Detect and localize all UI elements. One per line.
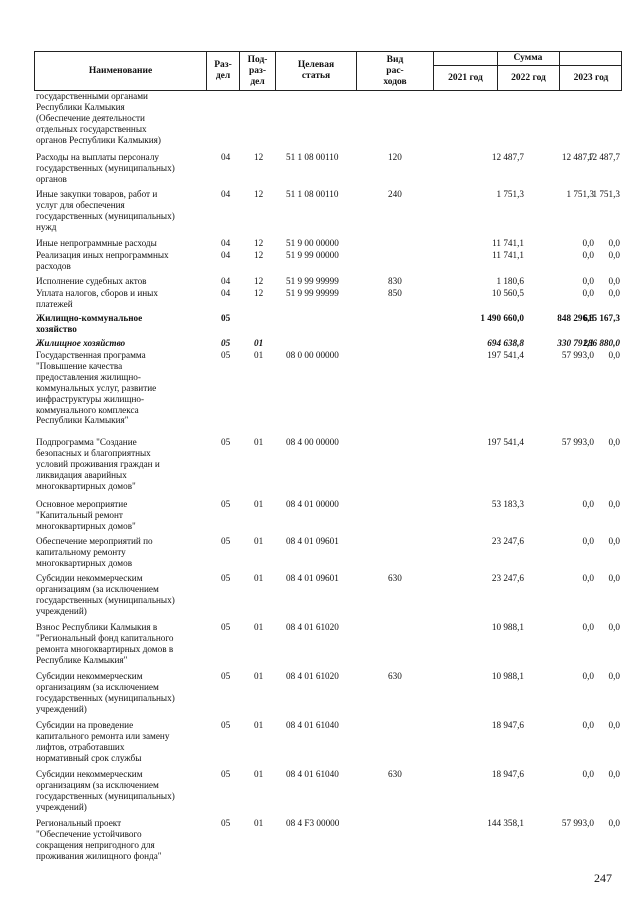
- cell-p: 01: [254, 671, 264, 681]
- cell-cs: 51 1 08 00110: [286, 152, 339, 162]
- cell-cs: 08 0 00 00000: [286, 350, 339, 360]
- cell-a: 23 247,6: [491, 536, 524, 546]
- cell-p: 01: [254, 622, 264, 632]
- cell-c: 615 167,3: [583, 313, 620, 323]
- cell-p: 01: [254, 499, 264, 509]
- cell-v: 850: [388, 288, 402, 298]
- cell-p: 01: [254, 720, 264, 730]
- cell-b: 0,0: [582, 276, 594, 286]
- cell-b: 0,0: [582, 238, 594, 248]
- cell-c: 0,0: [608, 250, 620, 260]
- cell-a: 11 741,1: [492, 238, 524, 248]
- cell-cs: 08 4 01 09601: [286, 536, 339, 546]
- cell-b: 57 993,0: [561, 818, 594, 828]
- cell-cs: 08 4 01 09601: [286, 573, 339, 583]
- cell-b: 848 296,8: [557, 313, 594, 323]
- cell-c: 0,0: [608, 350, 620, 360]
- cell-r: 05: [221, 338, 231, 348]
- cell-p: 12: [254, 189, 264, 199]
- cell-b: 0,0: [582, 671, 594, 681]
- cell-c: 12 487,7: [587, 152, 620, 162]
- cell-v: 830: [388, 276, 402, 286]
- cell-name: Государственная программа "Повышение качества предоставления жилищно- коммунальных услуг, развитие инфраструктуры жилищно- коммунального комплекса Республики Калмыкия": [36, 350, 157, 426]
- cell-r: 05: [221, 350, 231, 360]
- cell-v: 630: [388, 671, 402, 681]
- cell-c: 0,0: [608, 288, 620, 298]
- cell-r: 04: [221, 189, 231, 199]
- cell-p: 01: [254, 536, 264, 546]
- cell-c: 0,0: [608, 818, 620, 828]
- cell-name: Региональный проект "Обеспечение устойчивого сокращения непригодного для проживания жилищного фонда": [36, 818, 162, 861]
- cell-r: 04: [221, 276, 231, 286]
- cell-cs: 51 1 08 00110: [286, 189, 339, 199]
- cell-c: 0,0: [608, 671, 620, 681]
- cell-a: 10 560,5: [491, 288, 524, 298]
- cell-r: 05: [221, 499, 231, 509]
- cell-b: 0,0: [582, 720, 594, 730]
- cell-c: 0,0: [608, 769, 620, 779]
- cell-p: 01: [254, 338, 264, 348]
- cell-a: 694 638,8: [487, 338, 524, 348]
- cell-name: Взнос Республики Калмыкия в "Региональный фонд капитального ремонта многоквартирных домов в Республике Калмыкия": [36, 622, 174, 665]
- cell-cs: 08 4 01 61020: [286, 671, 339, 681]
- header-name: Наименование: [88, 65, 153, 76]
- cell-r: 04: [221, 250, 231, 260]
- cell-a: 1 751,3: [496, 189, 524, 199]
- header-razdel: Раз- дел: [214, 60, 232, 81]
- cell-r: 05: [221, 437, 231, 447]
- cell-name: государственными органами Республики Калмыкия (Обеспечение деятельности отдельных государственных органов Республики Калмыкия): [36, 91, 161, 145]
- cell-p: 12: [254, 152, 264, 162]
- cell-name: Жилищно-коммунальное хозяйство: [36, 313, 143, 334]
- cell-name: Субсидии некоммерческим организациям (за исключением государственных (муниципальных) учреждений): [36, 769, 175, 812]
- cell-a: 1 490 660,0: [480, 313, 524, 323]
- cell-b: 0,0: [582, 250, 594, 260]
- cell-p: 01: [254, 573, 264, 583]
- cell-r: 05: [221, 313, 231, 323]
- cell-r: 05: [221, 622, 231, 632]
- cell-c: 0,0: [608, 238, 620, 248]
- cell-b: 0,0: [582, 288, 594, 298]
- cell-c: 0,0: [608, 499, 620, 509]
- cell-p: 12: [254, 250, 264, 260]
- cell-name: Основное мероприятие "Капитальный ремонт многоквартирных домов": [36, 499, 136, 531]
- cell-b: 330 791,1: [557, 338, 594, 348]
- cell-cs: 08 4 01 61040: [286, 720, 339, 730]
- cell-cs: 08 4 01 61020: [286, 622, 339, 632]
- cell-name: Жилищное хозяйство: [36, 338, 126, 348]
- cell-a: 197 541,4: [487, 350, 524, 360]
- cell-cs: 08 4 01 00000: [286, 499, 339, 509]
- header-2021: 2021 год: [448, 72, 483, 83]
- cell-r: 05: [221, 720, 231, 730]
- cell-r: 04: [221, 152, 231, 162]
- cell-a: 18 947,6: [491, 769, 524, 779]
- cell-p: 01: [254, 818, 264, 828]
- cell-p: 01: [254, 769, 264, 779]
- cell-a: 12 487,7: [491, 152, 524, 162]
- cell-a: 144 358,1: [487, 818, 524, 828]
- cell-v: 120: [388, 152, 402, 162]
- cell-b: 0,0: [582, 769, 594, 779]
- cell-p: 01: [254, 350, 264, 360]
- cell-b: 1 751,3: [566, 189, 594, 199]
- cell-a: 53 183,3: [491, 499, 524, 509]
- cell-r: 05: [221, 769, 231, 779]
- cell-r: 05: [221, 818, 231, 828]
- cell-b: 0,0: [582, 536, 594, 546]
- cell-r: 04: [221, 238, 231, 248]
- cell-p: 12: [254, 288, 264, 298]
- cell-p: 01: [254, 437, 264, 447]
- cell-name: Субсидии некоммерческим организациям (за исключением государственных (муниципальных) учреждений): [36, 573, 175, 616]
- cell-v: 240: [388, 189, 402, 199]
- cell-a: 1 180,6: [496, 276, 524, 286]
- cell-r: 05: [221, 573, 231, 583]
- header-podrazdel: Под- раз- дел: [247, 54, 268, 87]
- cell-name: Субсидии на проведение капитального ремонта или замену лифтов, отработавших нормативный срок службы: [36, 720, 170, 763]
- cell-cs: 51 9 99 99999: [286, 288, 339, 298]
- cell-a: 23 247,6: [491, 573, 524, 583]
- cell-c: 0,0: [608, 437, 620, 447]
- cell-name: Иные непрограммные расходы: [36, 238, 157, 248]
- cell-name: Исполнение судебных актов: [36, 276, 147, 286]
- cell-b: 0,0: [582, 573, 594, 583]
- cell-c: 1 751,3: [592, 189, 620, 199]
- cell-b: 12 487,7: [561, 152, 594, 162]
- cell-name: Обеспечение мероприятий по капитальному ремонту многоквартирных домов: [36, 536, 153, 568]
- header-vid: Вид рас- ходов: [383, 54, 407, 87]
- cell-c: 0,0: [608, 573, 620, 583]
- cell-name: Реализация иных непрограммных расходов: [36, 250, 169, 271]
- cell-b: 0,0: [582, 622, 594, 632]
- cell-cs: 08 4 00 00000: [286, 437, 339, 447]
- cell-c: 0,0: [608, 720, 620, 730]
- cell-cs: 51 9 99 00000: [286, 250, 339, 260]
- cell-cs: 51 9 99 99999: [286, 276, 339, 286]
- cell-a: 11 741,1: [492, 250, 524, 260]
- cell-r: 05: [221, 536, 231, 546]
- cell-name: Подпрограмма "Создание безопасных и благоприятных условий проживания граждан и ликвидация аварийных многоквартирных домов": [36, 437, 160, 491]
- cell-c: 286 880,0: [583, 338, 620, 348]
- table-header: [34, 51, 622, 91]
- cell-a: 18 947,6: [491, 720, 524, 730]
- cell-c: 0,0: [608, 622, 620, 632]
- cell-v: 630: [388, 573, 402, 583]
- header-celevaya: Целевая статья: [297, 60, 335, 81]
- cell-b: 57 993,0: [561, 437, 594, 447]
- cell-a: 197 541,4: [487, 437, 524, 447]
- cell-p: 12: [254, 238, 264, 248]
- cell-b: 0,0: [582, 499, 594, 509]
- cell-name: Субсидии некоммерческим организациям (за исключением государственных (муниципальных) учреждений): [36, 671, 175, 714]
- cell-p: 12: [254, 276, 264, 286]
- cell-name: Иные закупки товаров, работ и услуг для обеспечения государственных (муниципальных) нужд: [36, 189, 175, 232]
- cell-name: Уплата налогов, сборов и иных платежей: [36, 288, 158, 309]
- cell-r: 05: [221, 671, 231, 681]
- cell-b: 57 993,0: [561, 350, 594, 360]
- cell-cs: 51 9 00 00000: [286, 238, 339, 248]
- cell-a: 10 988,1: [491, 671, 524, 681]
- page-number: 247: [594, 871, 612, 885]
- cell-v: 630: [388, 769, 402, 779]
- header-summa: Сумма: [513, 53, 543, 63]
- cell-c: 0,0: [608, 276, 620, 286]
- header-2022: 2022 год: [511, 72, 546, 83]
- cell-c: 0,0: [608, 536, 620, 546]
- cell-name: Расходы на выплаты персоналу государственных (муниципальных) органов: [36, 152, 175, 184]
- cell-cs: 08 4 01 61040: [286, 769, 339, 779]
- cell-cs: 08 4 F3 00000: [286, 818, 340, 828]
- cell-a: 10 988,1: [491, 622, 524, 632]
- header-2023: 2023 год: [573, 72, 609, 83]
- cell-r: 04: [221, 288, 231, 298]
